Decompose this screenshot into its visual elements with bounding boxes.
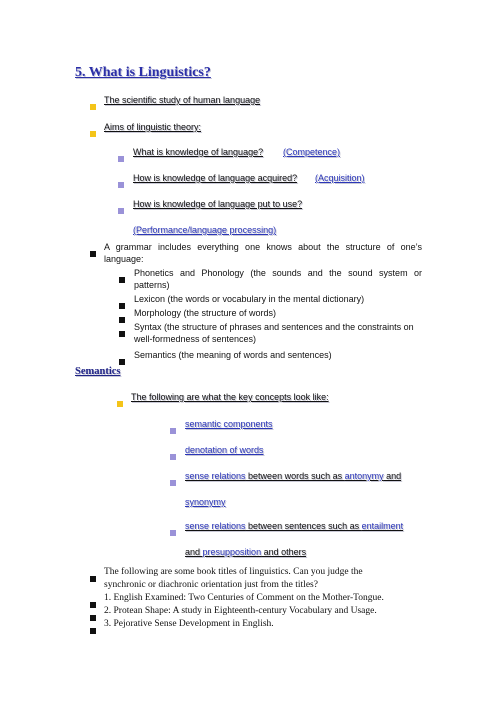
black-bullet-icon <box>90 621 96 639</box>
yellow-bullet-icon <box>90 97 96 115</box>
aim-3-term: (Performance/language processing) <box>133 225 277 235</box>
grammar-item-2: Lexicon (the words or vocabulary in the mental dictionary) <box>134 294 365 304</box>
book-titles-intro-1: The following are some book titles of linguistics. Can you judge the <box>104 567 363 577</box>
concept-text: between words such as <box>245 471 345 481</box>
grammar-item-4: Syntax (the structure of phrases and sentences and the constraints on well-formedness of sentences) <box>134 322 414 344</box>
aim-1-text: What is knowledge of language? <box>133 147 264 157</box>
concept-text: and <box>383 471 402 481</box>
semantics-heading: Semantics <box>75 366 121 377</box>
concept-text: and others <box>261 547 307 557</box>
aim-1-term: (Competence) <box>283 147 341 157</box>
purple-bullet-icon <box>170 523 176 541</box>
aim-2-text: How is knowledge of language acquired? <box>133 173 298 183</box>
grammar-intro: A grammar includes everything one knows about the structure of one’s language: <box>104 242 422 264</box>
purple-bullet-icon <box>118 201 124 219</box>
black-bullet-icon <box>119 324 125 342</box>
book-titles-intro-2: synchronic or diachronic orientation just from the titles? <box>104 580 318 590</box>
black-bullet-icon <box>119 270 125 288</box>
black-bullet-icon <box>90 569 96 587</box>
term-sense-relations: sense relations <box>185 521 246 531</box>
page-title: 5. What is Linguistics? <box>75 65 211 80</box>
term-antonymy: antonymy <box>344 471 384 481</box>
purple-bullet-icon <box>170 421 176 439</box>
concept-text: between sentences such as <box>245 521 362 531</box>
grammar-item-3: Morphology (the structure of words) <box>134 308 277 318</box>
concept-semantic-components: semantic components <box>185 419 273 429</box>
yellow-bullet-icon <box>117 394 123 412</box>
yellow-bullet-icon <box>90 124 96 142</box>
concept-text: and <box>185 547 203 557</box>
purple-bullet-icon <box>118 175 124 193</box>
purple-bullet-icon <box>170 473 176 491</box>
book-title-2: 2. Protean Shape: A study in Eighteenth-century Vocabulary and Usage. <box>104 606 377 616</box>
intro-bullet-2: Aims of linguistic theory: <box>104 122 202 132</box>
term-entailment: entailment <box>361 521 404 531</box>
concept-sense-relations-words <box>185 470 401 482</box>
intro-bullet-1: The scientific study of human language <box>104 95 261 105</box>
semantics-lead: The following are what the key concepts look like: <box>131 392 329 402</box>
aim-2-term: (Acquisition) <box>315 173 365 183</box>
aim-3-text: How is knowledge of language put to use? <box>133 199 303 209</box>
concept-denotation: denotation of words <box>185 445 264 455</box>
concept-presupposition-line <box>185 546 306 558</box>
purple-bullet-icon <box>170 447 176 465</box>
book-title-1: 1. English Examined: Two Centuries of Comment on the Mother-Tongue. <box>104 593 384 603</box>
book-title-3: 3. Pejorative Sense Development in English. <box>104 619 274 629</box>
concept-sense-relations-sentences <box>185 520 403 532</box>
term-sense-relations: sense relations <box>185 471 246 481</box>
term-synonymy: synonymy <box>185 497 226 507</box>
black-bullet-icon <box>90 244 96 262</box>
term-presupposition: presupposition <box>202 547 262 557</box>
grammar-item-1: Phonetics and Phonology (the sounds and the sound system or patterns) <box>134 268 422 290</box>
purple-bullet-icon <box>118 149 124 167</box>
grammar-item-5: Semantics (the meaning of words and sentences) <box>134 350 332 360</box>
